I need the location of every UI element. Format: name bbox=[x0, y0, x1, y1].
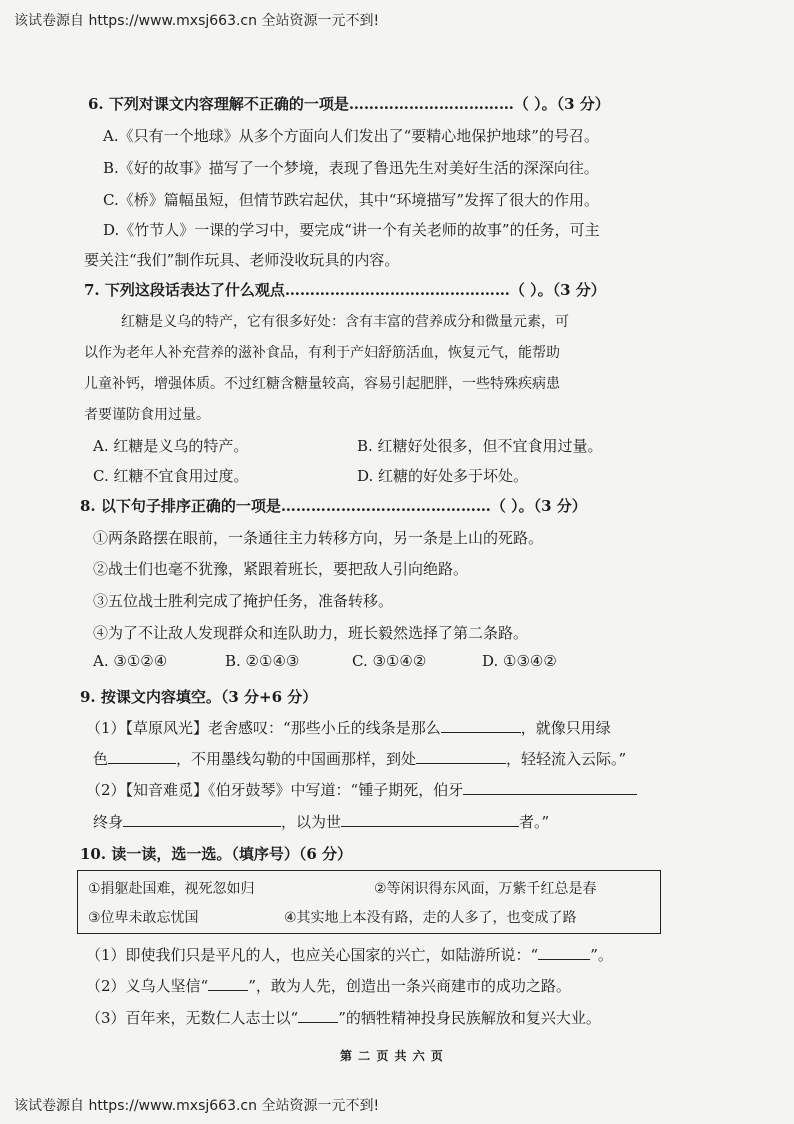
fill-text: （2）义乌人坚信“ bbox=[86, 977, 209, 995]
leader-dots: …………………………… bbox=[348, 95, 514, 113]
fill-text: ”。 bbox=[590, 946, 613, 964]
choice-item-4: ④其实地上本没有路，走的人多了，也变成了路 bbox=[284, 910, 577, 926]
fill-text: ，轻轻流入云际。” bbox=[506, 750, 627, 768]
question-7-stem bbox=[84, 279, 606, 300]
fill-text: ，不用墨线勾勒的中国画那样，到处 bbox=[176, 750, 417, 768]
fill-text: ”，敢为人先，创造出一条兴商建市的成功之路。 bbox=[248, 977, 571, 995]
question-8-stem bbox=[80, 495, 587, 516]
question-8-option-d: D. ①③④② bbox=[482, 652, 557, 670]
passage-line: 儿童补钙，增强体质。不过红糖含糖量较高，容易引起肥胖，一些特殊疾病患 bbox=[84, 376, 560, 392]
answer-paren: （ ）。（3 分） bbox=[490, 497, 587, 515]
fill-blank[interactable] bbox=[341, 812, 519, 827]
question-8-option-c: C. ③①④② bbox=[352, 652, 427, 670]
question-8-item: ②战士们也毫不犹豫，紧跟着班长，要把敌人引向绝路。 bbox=[93, 560, 469, 578]
question-8-item: ①两条路摆在眼前，一条通往主力转移方向，另一条是上山的死路。 bbox=[93, 529, 544, 547]
fill-blank[interactable] bbox=[123, 812, 281, 827]
question-9-part-2-cont bbox=[93, 811, 549, 832]
question-9-stem: 9. 按课文内容填空。（3 分+6 分） bbox=[80, 688, 318, 706]
fill-blank[interactable] bbox=[108, 749, 176, 764]
question-6-text: 6. 下列对课文内容理解不正确的一项是 bbox=[88, 95, 349, 113]
question-7-text: 7. 下列这段话表达了什么观点 bbox=[84, 281, 285, 299]
question-10-sentence-1 bbox=[86, 944, 613, 965]
passage-line: 以作为老年人补充营养的滋补食品，有利于产妇舒筋活血，恢复元气，能帮助 bbox=[84, 345, 560, 361]
answer-paren: （ ）。（3 分） bbox=[509, 281, 606, 299]
passage-line: 者要谨防食用过量。 bbox=[84, 407, 210, 423]
fill-text: ，以为世 bbox=[281, 813, 342, 831]
fill-text: ，就像只用绿 bbox=[520, 719, 611, 737]
question-6-option-d: D.《竹节人》一课的学习中，要完成“讲一个有关老师的故事”的任务，可主 bbox=[103, 221, 600, 239]
fill-blank[interactable] bbox=[538, 945, 590, 960]
fill-blank[interactable] bbox=[416, 749, 506, 764]
fill-text: （2）【知音难觅】《伯牙鼓琴》中写道：“锺子期死，伯牙 bbox=[86, 781, 464, 799]
fill-blank[interactable] bbox=[441, 718, 521, 733]
question-10-sentence-3 bbox=[86, 1007, 601, 1028]
answer-paren: （ ）。（3 分） bbox=[513, 95, 610, 113]
question-6-option-a: A.《只有一个地球》从多个方面向人们发出了“要精心地保护地球”的号召。 bbox=[103, 127, 599, 145]
passage-line: 红糖是义乌的特产，它有很多好处：含有丰富的营养成分和微量元素，可 bbox=[121, 314, 569, 330]
question-6-stem bbox=[88, 93, 610, 114]
question-8-option-b: B. ②①④③ bbox=[225, 652, 300, 670]
leader-dots: …………………………………… bbox=[280, 497, 491, 515]
question-7-option-c: C. 红糖不宜食用过度。 bbox=[93, 467, 249, 485]
source-watermark-footer: 该试卷源自 https://www.mxsj663.cn 全站资源一元不到! bbox=[14, 1098, 380, 1114]
fill-text: 色 bbox=[93, 750, 109, 768]
question-8-item: ④为了不让敌人发现群众和连队助力，班长毅然选择了第二条路。 bbox=[93, 624, 529, 642]
choice-item-2: ②等闲识得东风面，万紫千红总是春 bbox=[374, 881, 597, 897]
question-7-option-d: D. 红糖的好处多于坏处。 bbox=[357, 467, 529, 485]
question-6-option-b: B.《好的故事》描写了一个梦境，表现了鲁迅先生对美好生活的深深向往。 bbox=[103, 159, 599, 177]
question-9-part-2 bbox=[86, 779, 637, 800]
question-7-option-b: B. 红糖好处很多，但不宜食用过量。 bbox=[357, 437, 603, 455]
choice-item-1: ①捐躯赴国难，视死忽如归 bbox=[88, 881, 255, 897]
fill-text: 者。” bbox=[519, 813, 550, 831]
question-9-part-1-cont bbox=[93, 748, 626, 769]
question-6-option-c: C.《桥》篇幅虽短，但情节跌宕起伏，其中“环境描写”发挥了很大的作用。 bbox=[103, 191, 600, 209]
fill-blank[interactable] bbox=[208, 976, 248, 991]
question-10-sentence-2 bbox=[86, 975, 571, 996]
page-number: 第 二 页 共 六 页 bbox=[340, 1049, 444, 1063]
leader-dots: ……………………………………… bbox=[284, 281, 510, 299]
question-6-option-d-cont: 要关注“我们”制作玩具、老师没收玩具的内容。 bbox=[84, 251, 400, 269]
fill-text: （3）百年来，无数仁人志士以“ bbox=[86, 1009, 299, 1027]
source-watermark-header: 该试卷源自 https://www.mxsj663.cn 全站资源一元不到! bbox=[14, 13, 380, 29]
question-10-stem: 10. 读一读，选一选。（填序号）（6 分） bbox=[80, 845, 352, 863]
question-7-option-a: A. 红糖是义乌的特产。 bbox=[93, 437, 249, 455]
question-8-item: ③五位战士胜利完成了掩护任务，准备转移。 bbox=[93, 592, 394, 610]
fill-blank[interactable] bbox=[463, 780, 637, 795]
fill-text: 终身 bbox=[93, 813, 124, 831]
choice-item-3: ③位卑未敢忘忧国 bbox=[88, 910, 199, 926]
question-8-option-a: A. ③①②④ bbox=[93, 652, 168, 670]
fill-blank[interactable] bbox=[298, 1008, 338, 1023]
fill-text: （1）即使我们只是平凡的人，也应关心国家的兴亡，如陆游所说：“ bbox=[86, 946, 539, 964]
fill-text: （1）【草原风光】老舍感叹：“那些小丘的线条是那么 bbox=[86, 719, 441, 737]
fill-text: ”的牺牲精神投身民族解放和复兴大业。 bbox=[338, 1009, 601, 1027]
question-8-text: 8. 以下句子排序正确的一项是 bbox=[80, 497, 281, 515]
question-9-part-1 bbox=[86, 717, 611, 738]
